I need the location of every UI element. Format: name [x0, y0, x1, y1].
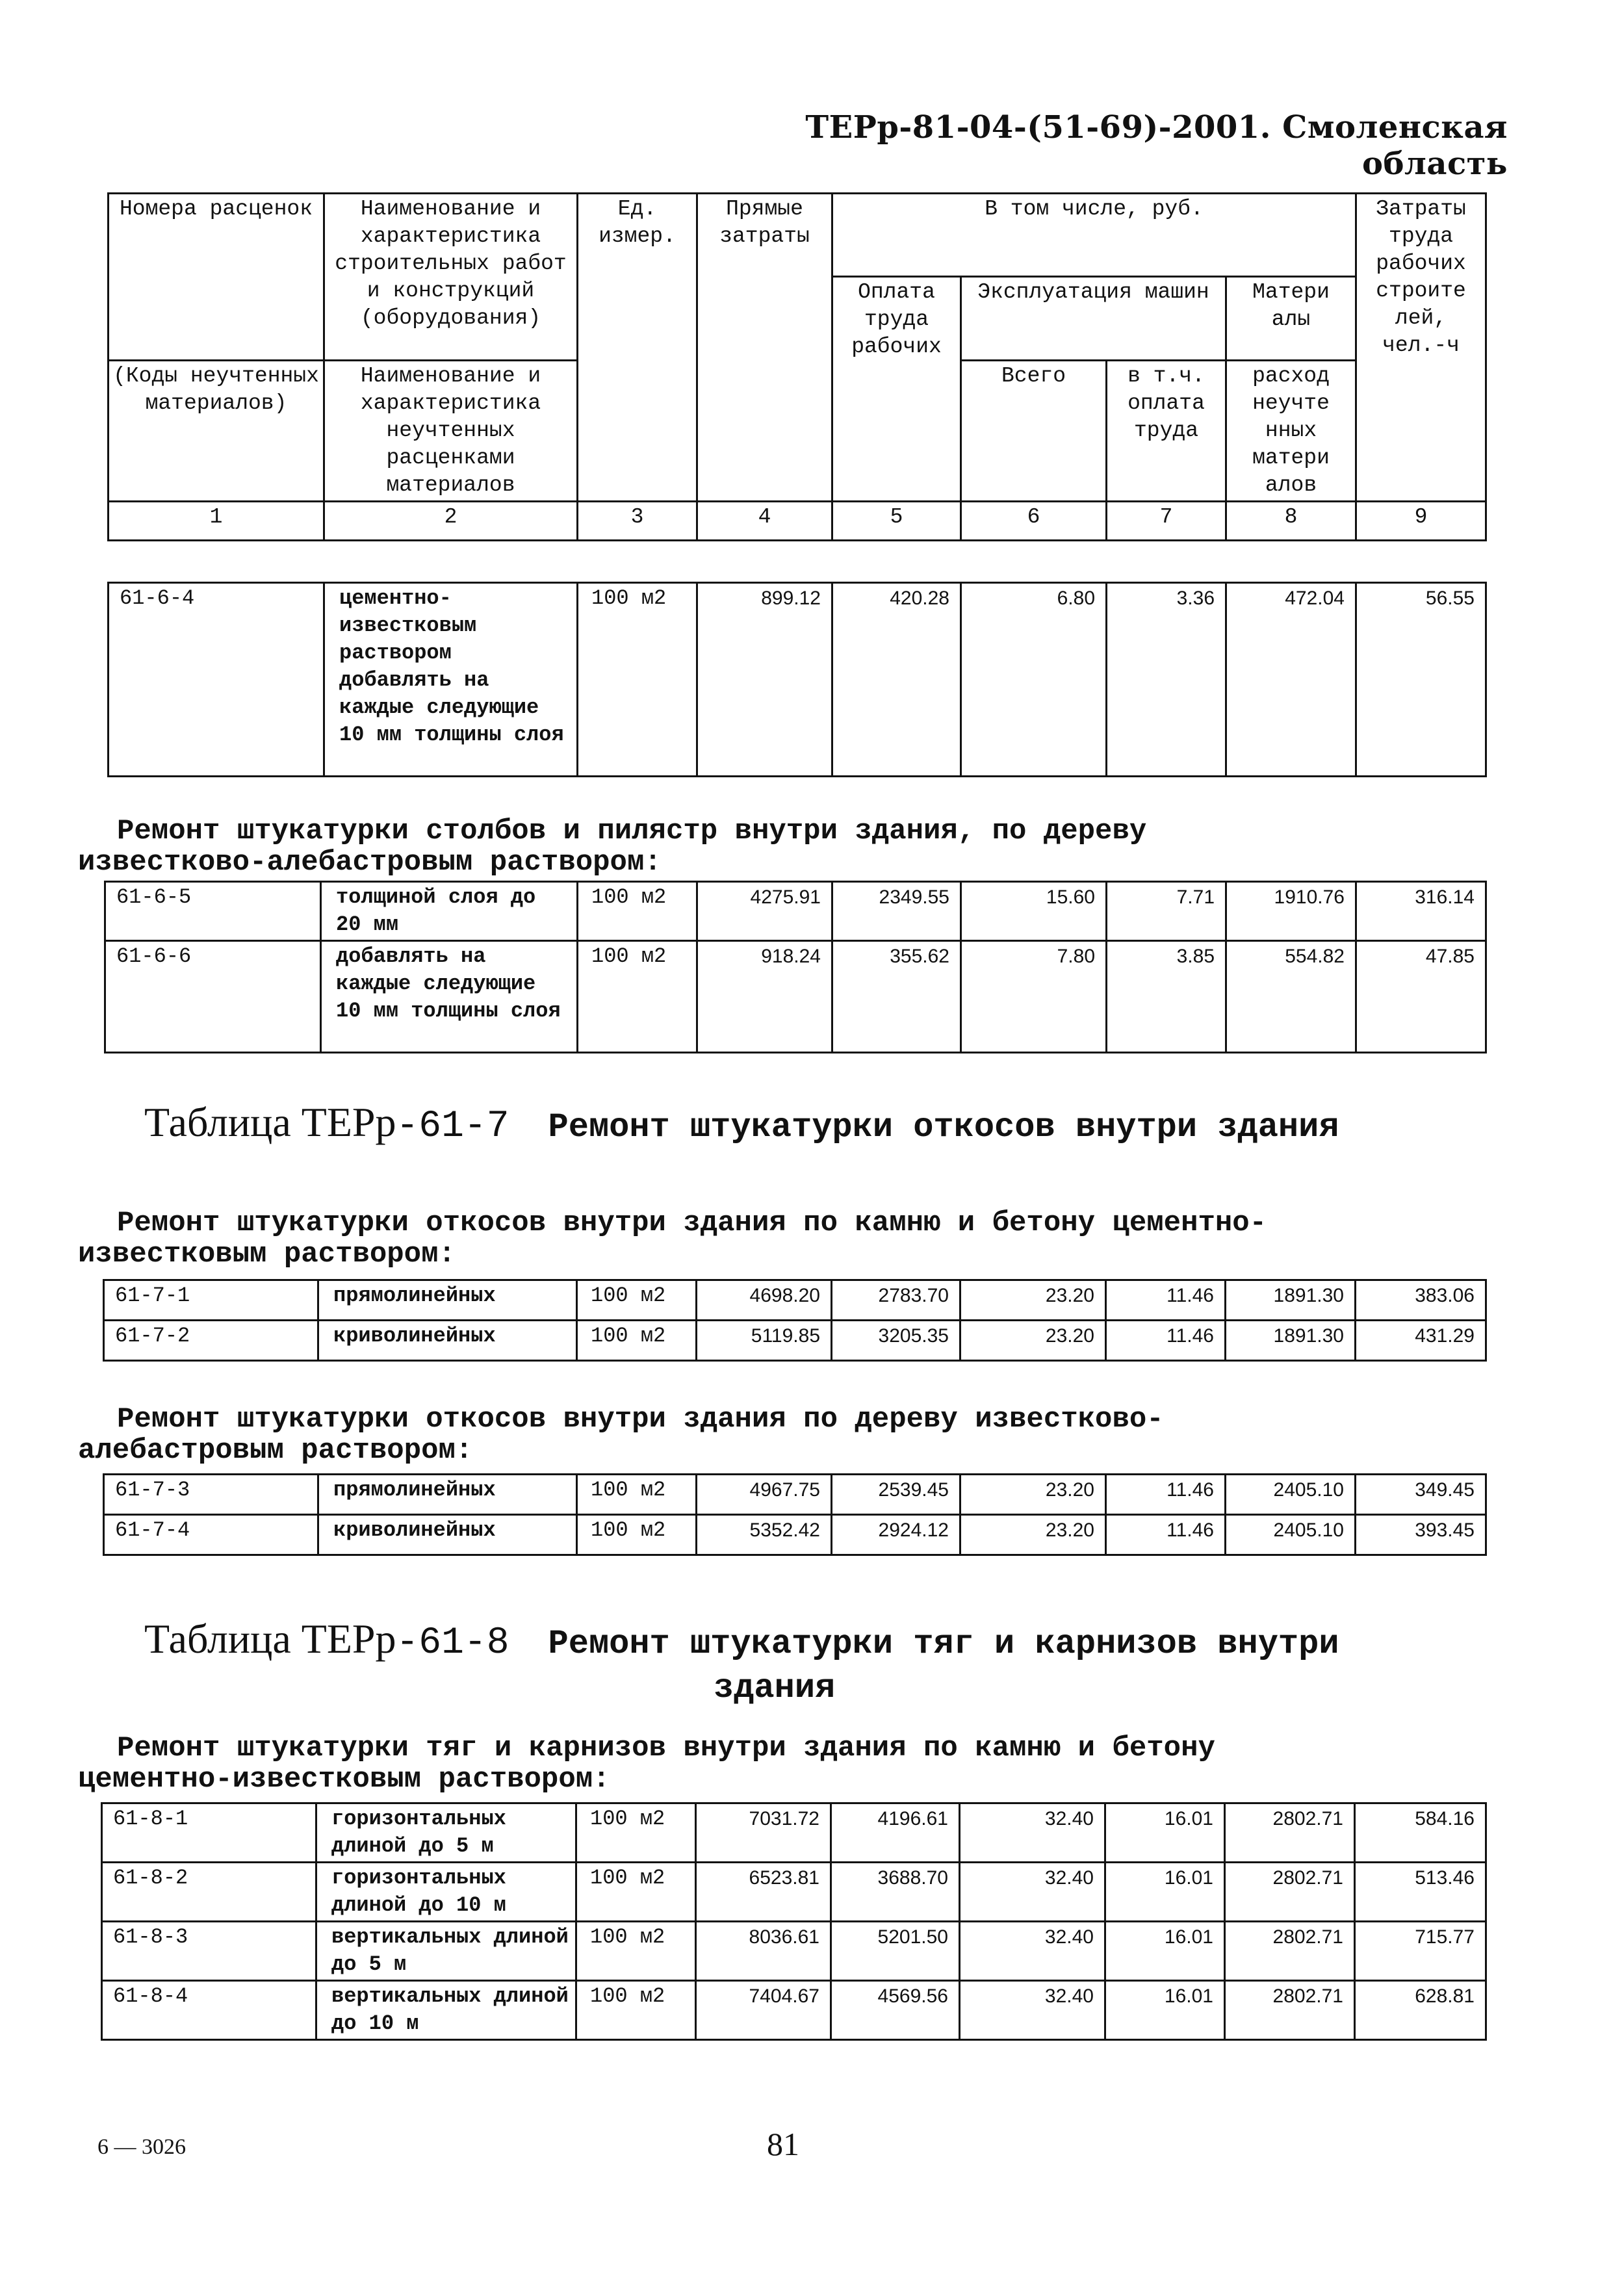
rate-unit: 100 м2 — [578, 941, 697, 1053]
labor-cost: 3688.70 — [831, 1863, 960, 1922]
col-header-labor: Оплата труда рабочих — [832, 277, 961, 502]
rates-table-6b — [104, 881, 1487, 1053]
col-header-materials: Матери алы — [1226, 277, 1356, 361]
rate-unit: 100 м2 — [577, 1515, 697, 1555]
machines-labor: 7.71 — [1107, 882, 1226, 941]
labor-hours: 715.77 — [1355, 1922, 1486, 1981]
labor-cost: 355.62 — [832, 941, 961, 1053]
direct-cost: 6523.81 — [696, 1863, 831, 1922]
machines-labor: 16.01 — [1105, 1981, 1225, 2040]
machines-total: 15.60 — [961, 882, 1107, 941]
col-number: 1 — [109, 502, 324, 541]
machines-labor: 3.36 — [1107, 583, 1226, 777]
labor-cost: 2349.55 — [832, 882, 961, 941]
labor-hours: 628.81 — [1355, 1981, 1486, 2040]
labor-hours: 383.06 — [1356, 1280, 1486, 1321]
column-header-table — [107, 192, 1487, 541]
col-header-hours: Затраты труда рабочих строите лей, чел.-ч — [1356, 194, 1486, 502]
col-header-mach-total: Всего — [961, 361, 1107, 502]
col-header-name-unaccounted: Наименование и характеристика неучтенных расценками материалов — [324, 361, 578, 502]
machines-total: 23.20 — [960, 1515, 1106, 1555]
rate-code: 61-6-4 — [109, 583, 324, 777]
machines-total: 23.20 — [960, 1475, 1106, 1515]
machines-total: 6.80 — [961, 583, 1107, 777]
labor-cost: 420.28 — [832, 583, 961, 777]
labor-cost: 4569.56 — [831, 1981, 960, 2040]
machines-labor: 11.46 — [1106, 1515, 1226, 1555]
labor-hours: 584.16 — [1355, 1803, 1486, 1863]
machines-labor: 3.85 — [1107, 941, 1226, 1053]
materials-cost: 2802.71 — [1225, 1803, 1355, 1863]
table-row — [105, 882, 1486, 941]
machines-total: 32.40 — [960, 1922, 1105, 1981]
section-title: Ремонт штукатурки столбов и пилястр внутри здания, по дереву известково-алебастровым раствором: — [78, 815, 1147, 879]
materials-cost: 2802.71 — [1225, 1981, 1355, 2040]
materials-cost: 2405.10 — [1226, 1515, 1356, 1555]
rate-name: прямолинейных — [318, 1280, 577, 1321]
machines-labor: 16.01 — [1105, 1803, 1225, 1863]
col-header-codes-unaccounted: (Коды неучтенных материалов) — [109, 361, 324, 502]
section-title: Ремонт штукатурки тяг и карнизов внутри здания по камню и бетону цементно-известковым раствором: — [78, 1732, 1215, 1796]
col-header-mach-labor: в т.ч. оплата труда — [1107, 361, 1226, 502]
rate-unit: 100 м2 — [577, 1475, 697, 1515]
table-row — [105, 941, 1486, 1053]
rate-name: вертикальных длиной до 10 м — [316, 1981, 576, 2040]
direct-cost: 7031.72 — [696, 1803, 831, 1863]
materials-cost: 2405.10 — [1226, 1475, 1356, 1515]
rate-code: 61-7-3 — [104, 1475, 318, 1515]
machines-total: 23.20 — [960, 1280, 1106, 1321]
sheet-number: 6 — 3026 — [97, 2135, 186, 2159]
rate-code: 61-8-2 — [102, 1863, 316, 1922]
table-row — [104, 1321, 1486, 1361]
machines-labor: 11.46 — [1106, 1321, 1226, 1361]
col-header-materials-unaccounted: расход неучте нных матери алов — [1226, 361, 1356, 502]
machines-labor: 11.46 — [1106, 1475, 1226, 1515]
rate-name: толщиной слоя до 20 мм — [321, 882, 578, 941]
table-row — [102, 1803, 1486, 1863]
rates-table-7a — [103, 1279, 1487, 1362]
rate-unit: 100 м2 — [578, 882, 697, 941]
labor-hours: 316.14 — [1356, 882, 1486, 941]
rate-name: прямолинейных — [318, 1475, 577, 1515]
direct-cost: 4275.91 — [697, 882, 832, 941]
labor-hours: 393.45 — [1356, 1515, 1486, 1555]
machines-total: 32.40 — [960, 1803, 1105, 1863]
col-header-codes: Номера расценок — [109, 194, 324, 361]
section-title: Ремонт штукатурки откосов внутри здания по дереву известково- алебастровым раствором: — [78, 1403, 1164, 1467]
rate-unit: 100 м2 — [577, 1280, 697, 1321]
table-row — [102, 1981, 1486, 2040]
rate-unit: 100 м2 — [577, 1321, 697, 1361]
machines-labor: 16.01 — [1105, 1863, 1225, 1922]
materials-cost: 2802.71 — [1225, 1922, 1355, 1981]
rate-code: 61-8-3 — [102, 1922, 316, 1981]
labor-hours: 513.46 — [1355, 1863, 1486, 1922]
direct-cost: 5119.85 — [697, 1321, 832, 1361]
machines-labor: 11.46 — [1106, 1280, 1226, 1321]
rate-name: вертикальных длиной до 5 м — [316, 1922, 576, 1981]
col-number: 4 — [697, 502, 832, 541]
rate-code: 61-8-4 — [102, 1981, 316, 2040]
rate-code: 61-6-5 — [105, 882, 321, 941]
col-number: 9 — [1356, 502, 1486, 541]
document-header: ТЕРр-81-04-(51-69)-2001. Смоленская область — [805, 109, 1508, 182]
col-number: 5 — [832, 502, 961, 541]
col-number: 3 — [578, 502, 697, 541]
col-header-direct: Прямые затраты — [697, 194, 832, 502]
machines-total: 7.80 — [961, 941, 1107, 1053]
rate-code: 61-7-2 — [104, 1321, 318, 1361]
direct-cost: 4698.20 — [697, 1280, 832, 1321]
materials-cost: 554.82 — [1226, 941, 1356, 1053]
page-number: 81 — [767, 2126, 799, 2162]
machines-labor: 16.01 — [1105, 1922, 1225, 1981]
rate-name: криволинейных — [318, 1321, 577, 1361]
labor-hours: 431.29 — [1356, 1321, 1486, 1361]
labor-cost: 2539.45 — [832, 1475, 960, 1515]
materials-cost: 2802.71 — [1225, 1863, 1355, 1922]
rate-unit: 100 м2 — [576, 1803, 696, 1863]
materials-cost: 1891.30 — [1226, 1321, 1356, 1361]
table-heading-61-8-line2: здания — [714, 1669, 836, 1707]
rates-table-6a — [107, 582, 1487, 777]
section-title: Ремонт штукатурки откосов внутри здания по камню и бетону цементно- известковым раствором: — [78, 1207, 1267, 1271]
table-row — [104, 1515, 1486, 1555]
rates-table-7b — [103, 1473, 1487, 1556]
direct-cost: 8036.61 — [696, 1922, 831, 1981]
table-row — [109, 583, 1486, 777]
rate-unit: 100 м2 — [576, 1863, 696, 1922]
machines-total: 32.40 — [960, 1981, 1105, 2040]
labor-hours: 349.45 — [1356, 1475, 1486, 1515]
table-row — [104, 1475, 1486, 1515]
rate-code: 61-6-6 — [105, 941, 321, 1053]
table-heading-61-8: Таблица ТЕРр-61-8 Ремонт штукатурки тяг и карнизов внутри — [144, 1616, 1339, 1664]
col-header-unit: Ед. измер. — [578, 194, 697, 502]
materials-cost: 472.04 — [1226, 583, 1356, 777]
rate-unit: 100 м2 — [576, 1981, 696, 2040]
labor-cost: 2924.12 — [832, 1515, 960, 1555]
table-row — [104, 1280, 1486, 1321]
machines-total: 32.40 — [960, 1863, 1105, 1922]
rate-unit: 100 м2 — [576, 1922, 696, 1981]
rate-code: 61-7-1 — [104, 1280, 318, 1321]
col-number: 6 — [961, 502, 1107, 541]
rate-code: 61-8-1 — [102, 1803, 316, 1863]
col-header-machines: Эксплуатация машин — [961, 277, 1226, 361]
direct-cost: 5352.42 — [697, 1515, 832, 1555]
direct-cost: 918.24 — [697, 941, 832, 1053]
labor-cost: 2783.70 — [832, 1280, 960, 1321]
rate-name: горизонтальных длиной до 10 м — [316, 1863, 576, 1922]
rate-name: цементно-известковым раствором добавлять на каждые следующие 10 мм толщины слоя — [324, 583, 578, 777]
direct-cost: 4967.75 — [697, 1475, 832, 1515]
col-number: 7 — [1107, 502, 1226, 541]
col-header-name: Наименование и характеристика строительных работ и конструкций (оборудования) — [324, 194, 578, 361]
rate-name: криволинейных — [318, 1515, 577, 1555]
labor-hours: 56.55 — [1356, 583, 1486, 777]
col-number: 2 — [324, 502, 578, 541]
table-row — [102, 1863, 1486, 1922]
rate-code: 61-7-4 — [104, 1515, 318, 1555]
table-row — [102, 1922, 1486, 1981]
rate-name: горизонтальных длиной до 5 м — [316, 1803, 576, 1863]
col-number: 8 — [1226, 502, 1356, 541]
direct-cost: 7404.67 — [696, 1981, 831, 2040]
materials-cost: 1891.30 — [1226, 1280, 1356, 1321]
labor-cost: 5201.50 — [831, 1922, 960, 1981]
machines-total: 23.20 — [960, 1321, 1106, 1361]
col-header-group: В том числе, руб. — [832, 194, 1356, 277]
rate-name: добавлять на каждые следующие 10 мм толщины слоя — [321, 941, 578, 1053]
direct-cost: 899.12 — [697, 583, 832, 777]
table-heading-61-7: Таблица ТЕРр-61-7 Ремонт штукатурки откосов внутри здания — [144, 1099, 1339, 1148]
rates-table-8a — [101, 1802, 1487, 2041]
materials-cost: 1910.76 — [1226, 882, 1356, 941]
labor-cost: 3205.35 — [832, 1321, 960, 1361]
labor-hours: 47.85 — [1356, 941, 1486, 1053]
labor-cost: 4196.61 — [831, 1803, 960, 1863]
rate-unit: 100 м2 — [578, 583, 697, 777]
